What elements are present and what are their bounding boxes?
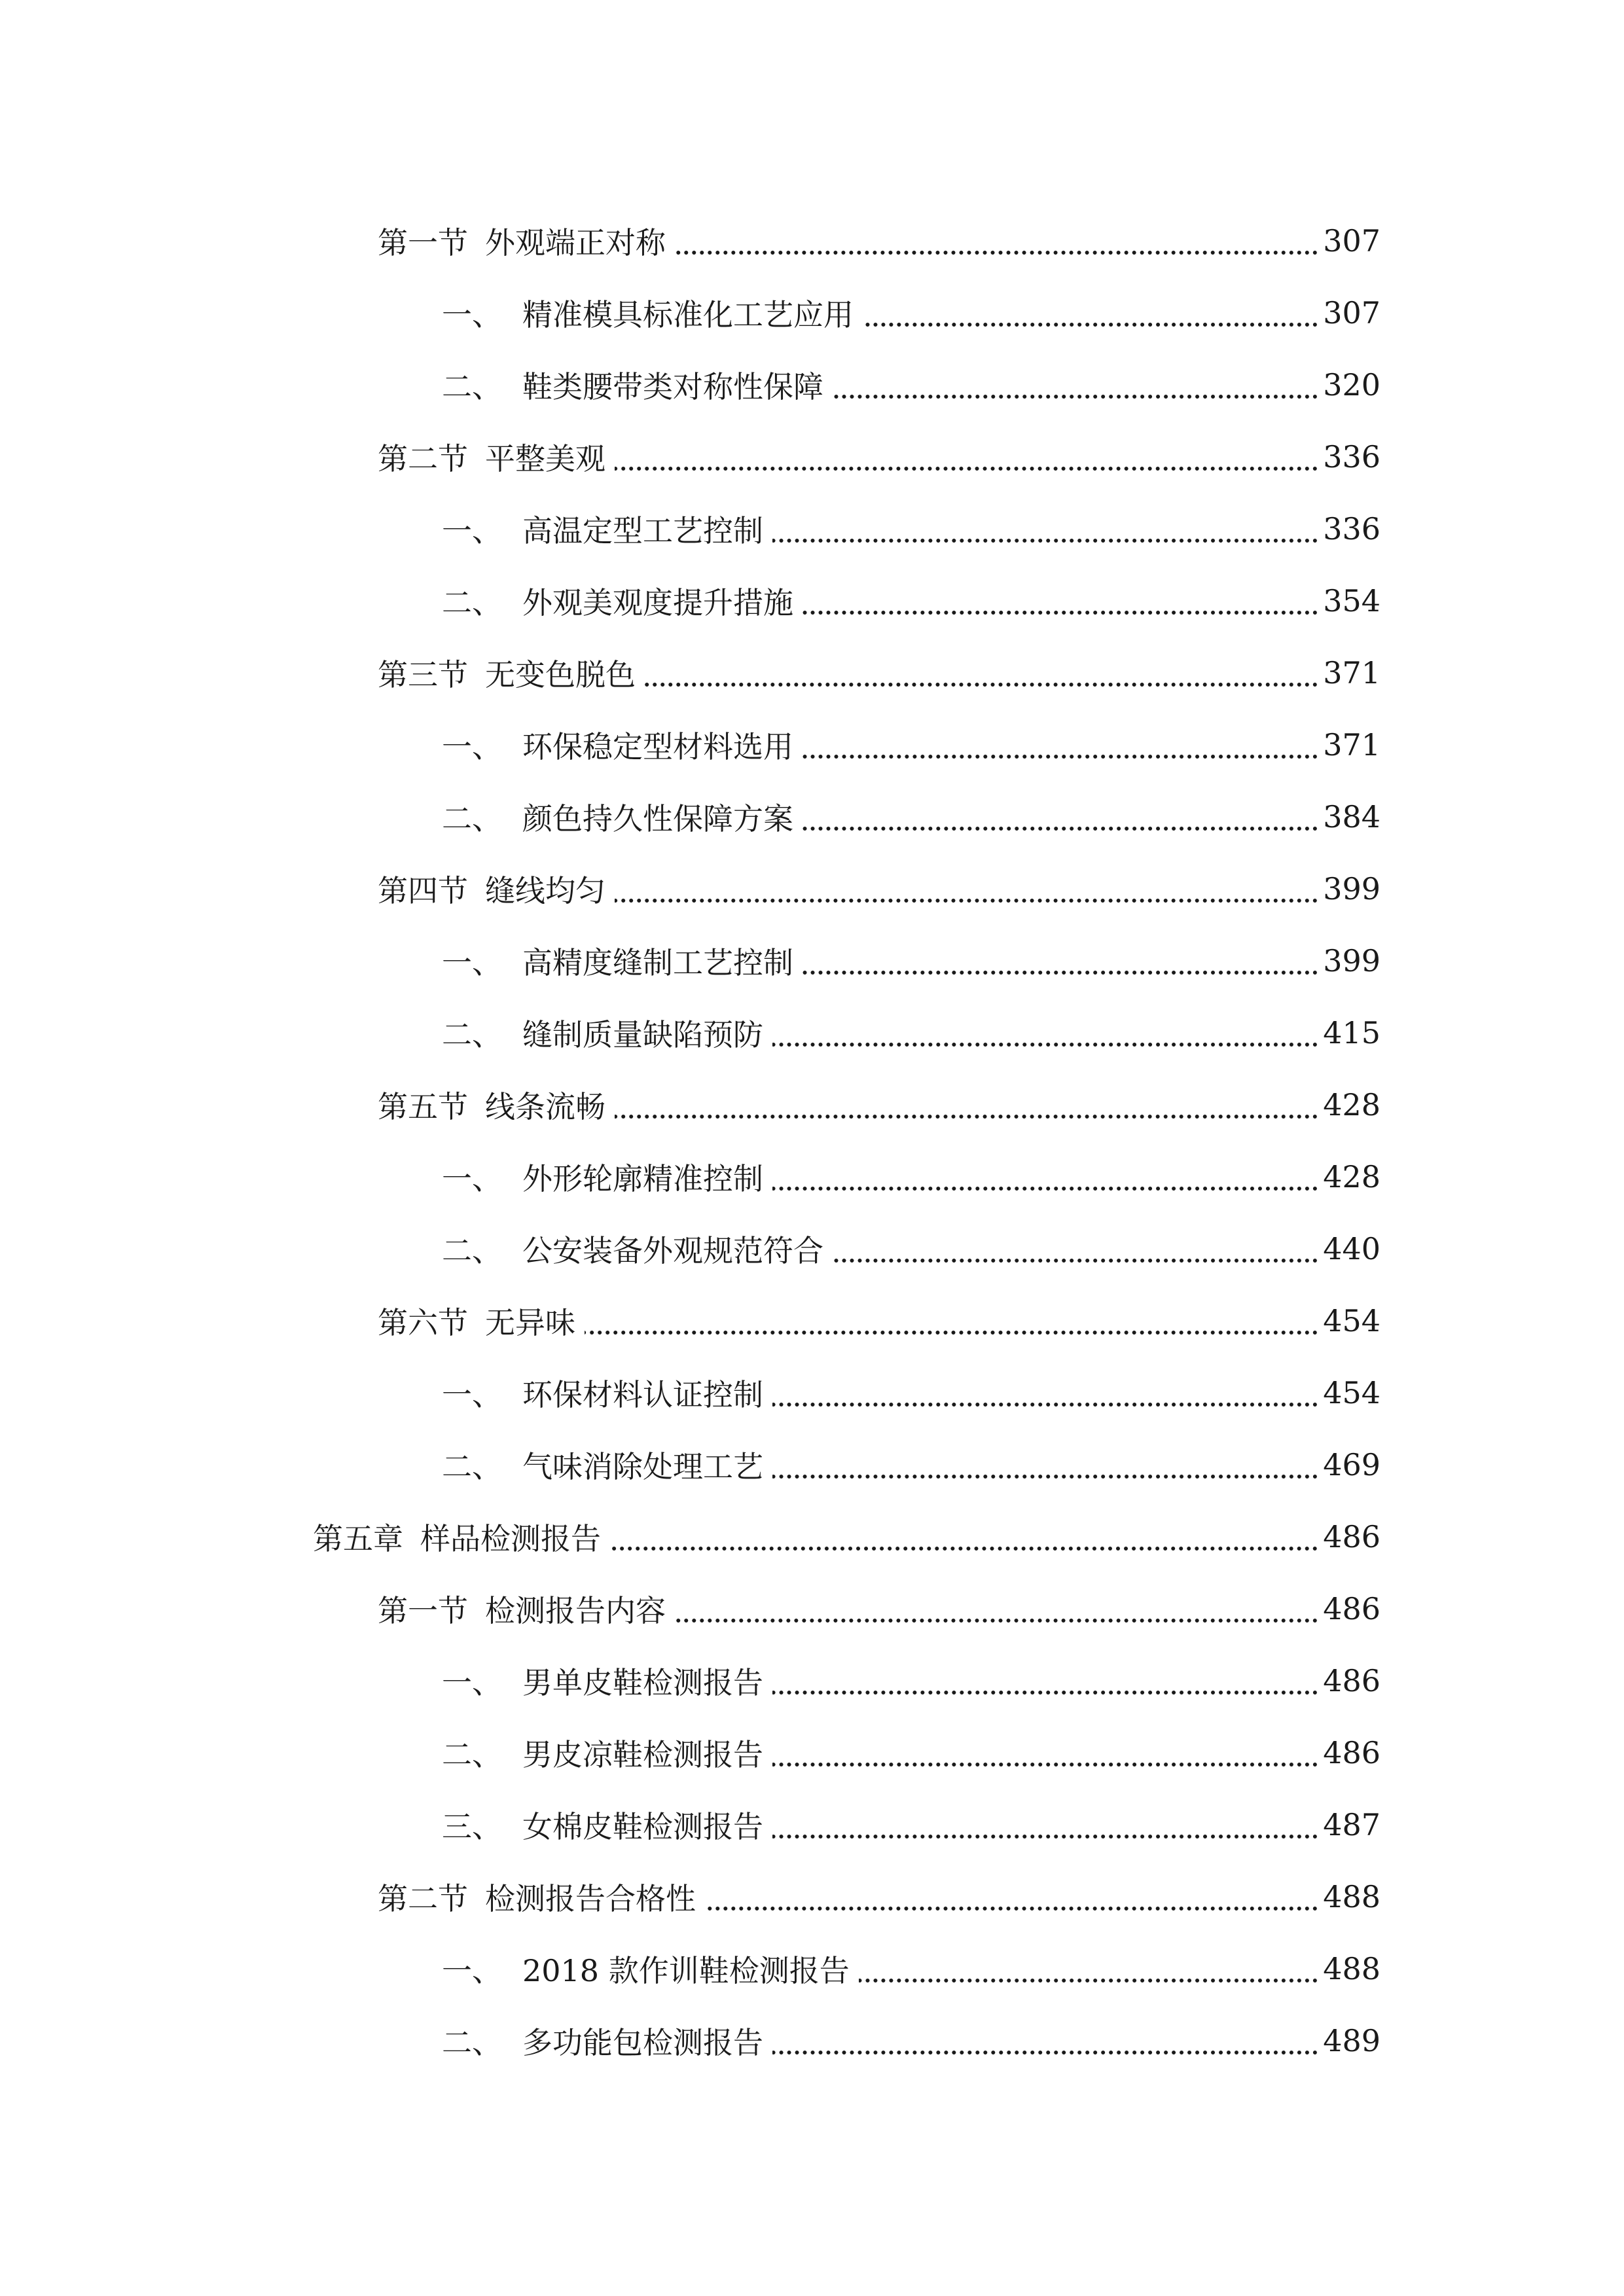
toc-entry-page-number: 336 xyxy=(1322,511,1380,547)
toc-entry-page-number: 371 xyxy=(1322,727,1380,762)
toc-entry-title: 2018 款作训鞋检测报告 xyxy=(522,1953,850,1988)
toc-entry-number: 一、 xyxy=(442,945,502,980)
toc-entry-label xyxy=(442,1803,772,1846)
toc-entry-title: 检测报告合格性 xyxy=(485,1881,696,1916)
toc-entry-title: 气味消除处理工艺 xyxy=(522,1449,763,1484)
toc-entry-label xyxy=(442,1947,859,1990)
toc-entry-label xyxy=(442,939,803,982)
toc-entry-title: 外观端正对称 xyxy=(485,225,666,260)
toc-entry-label xyxy=(442,1371,772,1414)
toc-entry-number: 二、 xyxy=(442,2025,502,2060)
toc-entry-section[interactable] xyxy=(0,1069,1624,1141)
toc-entry-label xyxy=(442,1659,772,1702)
toc-entry-page-number: 489 xyxy=(1322,2023,1380,2058)
toc-entry-number: 第五节 xyxy=(378,1089,468,1124)
toc-entry-label xyxy=(442,1011,772,1054)
toc-entry-item[interactable] xyxy=(0,277,1624,349)
toc-entry-item[interactable] xyxy=(0,565,1624,637)
toc-entry-item[interactable] xyxy=(0,493,1624,565)
toc-entry-label xyxy=(442,1227,833,1270)
toc-entry-title: 平整美观 xyxy=(485,441,605,476)
toc-entry-page-number: 488 xyxy=(1322,1951,1380,1986)
toc-entry-title: 公安装备外观规范符合 xyxy=(522,1233,823,1268)
toc-entry-number: 第五章 xyxy=(313,1521,403,1556)
toc-entry-title: 缝制质量缺陷预防 xyxy=(522,1017,763,1052)
toc-entry-page-number: 486 xyxy=(1322,1591,1380,1626)
toc-entry-label xyxy=(442,507,772,550)
toc-entry-number: 第二节 xyxy=(378,441,468,476)
toc-entry-item[interactable] xyxy=(0,1213,1624,1285)
toc-entry-number: 一、 xyxy=(442,513,502,548)
toc-entry-number: 二、 xyxy=(442,369,502,404)
toc-entry-page-number: 399 xyxy=(1322,943,1380,978)
toc-entry-label xyxy=(313,1515,610,1558)
toc-entry-number: 二、 xyxy=(442,585,502,620)
toc-entry-section[interactable] xyxy=(0,421,1624,493)
toc-entry-section[interactable] xyxy=(0,637,1624,709)
toc-entry-label xyxy=(378,651,645,694)
toc-entry-item[interactable] xyxy=(0,925,1624,997)
toc-entry-page-number: 415 xyxy=(1322,1015,1380,1050)
toc-entry-title: 男单皮鞋检测报告 xyxy=(522,1665,763,1700)
toc-entry-title: 高精度缝制工艺控制 xyxy=(522,945,793,980)
toc-entry-label xyxy=(378,1587,675,1630)
toc-entry-label xyxy=(442,1731,772,1774)
toc-entry-label xyxy=(442,363,833,406)
toc-entry-item[interactable] xyxy=(0,1141,1624,1213)
toc-entry-number: 第二节 xyxy=(378,1881,468,1916)
toc-entry-section[interactable] xyxy=(0,853,1624,925)
toc-entry-number: 第一节 xyxy=(378,1593,468,1628)
toc-entry-section[interactable] xyxy=(0,205,1624,277)
toc-entry-number: 一、 xyxy=(442,729,502,764)
toc-entry-label xyxy=(442,723,803,766)
toc-entry-item[interactable] xyxy=(0,2005,1624,2077)
toc-entry-item[interactable] xyxy=(0,1357,1624,1429)
toc-entry-title: 男皮凉鞋检测报告 xyxy=(522,1737,763,1772)
toc-entry-item[interactable] xyxy=(0,997,1624,1069)
toc-entry-label xyxy=(442,2019,772,2062)
toc-entry-label xyxy=(442,291,863,334)
toc-entry-number: 二、 xyxy=(442,1449,502,1484)
toc-entry-title: 颜色持久性保障方案 xyxy=(522,801,793,836)
toc-entry-title: 无异味 xyxy=(485,1305,575,1340)
toc-entry-label xyxy=(442,1155,772,1198)
toc-entry-page-number: 307 xyxy=(1322,223,1380,259)
toc-entry-title: 样品检测报告 xyxy=(420,1521,601,1556)
toc-entry-section[interactable] xyxy=(0,1285,1624,1357)
toc-entry-page-number: 486 xyxy=(1322,1735,1380,1770)
toc-entry-title: 环保稳定型材料选用 xyxy=(522,729,793,764)
toc-entry-title: 精准模具标准化工艺应用 xyxy=(522,297,854,332)
toc-entry-page-number: 428 xyxy=(1322,1159,1380,1194)
toc-entry-number: 第四节 xyxy=(378,873,468,908)
toc-entry-number: 第三节 xyxy=(378,657,468,692)
toc-entry-item[interactable] xyxy=(0,1717,1624,1789)
toc-entry-label xyxy=(442,795,803,838)
toc-entry-number: 一、 xyxy=(442,297,502,332)
toc-entry-item[interactable] xyxy=(0,1789,1624,1861)
toc-entry-title: 无变色脱色 xyxy=(485,657,636,692)
toc-entry-title: 外形轮廓精准控制 xyxy=(522,1161,763,1196)
toc-entry-number: 一、 xyxy=(442,1665,502,1700)
toc-entry-page-number: 320 xyxy=(1322,367,1380,403)
toc-entry-page-number: 428 xyxy=(1322,1087,1380,1122)
toc-entry-item[interactable] xyxy=(0,1645,1624,1717)
toc-entry-label xyxy=(378,867,615,910)
toc-entry-label xyxy=(378,435,615,478)
toc-entry-number: 三、 xyxy=(442,1809,502,1844)
toc-entry-number: 一、 xyxy=(442,1953,502,1988)
toc-entry-page-number: 354 xyxy=(1322,583,1380,619)
toc-entry-section[interactable] xyxy=(0,1861,1624,1933)
toc-entry-label xyxy=(442,1443,772,1486)
toc-entry-label xyxy=(442,579,803,622)
toc-entry-number: 一、 xyxy=(442,1377,502,1412)
toc-entry-page-number: 336 xyxy=(1322,439,1380,475)
toc-entry-chapter[interactable] xyxy=(0,1501,1624,1573)
toc-entry-label xyxy=(378,1083,615,1126)
toc-entry-page-number: 371 xyxy=(1322,655,1380,691)
toc-entry-page-number: 384 xyxy=(1322,799,1380,834)
toc-entry-title: 线条流畅 xyxy=(485,1089,605,1124)
toc-entry-title: 鞋类腰带类对称性保障 xyxy=(522,369,823,404)
toc-entry-page-number: 487 xyxy=(1322,1807,1380,1842)
toc-entry-item[interactable] xyxy=(0,781,1624,853)
toc-entry-page-number: 399 xyxy=(1322,871,1380,906)
toc-entry-page-number: 488 xyxy=(1322,1879,1380,1914)
toc-entry-page-number: 454 xyxy=(1322,1375,1380,1410)
toc-entry-number: 二、 xyxy=(442,1233,502,1268)
toc-entry-page-number: 440 xyxy=(1322,1231,1380,1266)
toc-entry-title: 检测报告内容 xyxy=(485,1593,666,1628)
toc-entry-page-number: 486 xyxy=(1322,1663,1380,1698)
toc-entry-item[interactable] xyxy=(0,349,1624,421)
toc-entry-label xyxy=(378,219,675,262)
toc-entry-item[interactable] xyxy=(0,1429,1624,1501)
toc-entry-section[interactable] xyxy=(0,1573,1624,1645)
toc-entry-item[interactable] xyxy=(0,709,1624,781)
toc-entry-page-number: 469 xyxy=(1322,1447,1380,1482)
toc-entry-label xyxy=(378,1875,705,1918)
toc-entry-number: 第一节 xyxy=(378,225,468,260)
toc-entry-number: 第六节 xyxy=(378,1305,468,1340)
toc-entry-number: 一、 xyxy=(442,1161,502,1196)
toc-entry-page-number: 486 xyxy=(1322,1519,1380,1554)
toc-entry-label xyxy=(378,1299,585,1342)
toc-entry-title: 女棉皮鞋检测报告 xyxy=(522,1809,763,1844)
toc-entry-title: 缝线均匀 xyxy=(485,873,605,908)
toc-entry-title: 环保材料认证控制 xyxy=(522,1377,763,1412)
toc-entry-title: 高温定型工艺控制 xyxy=(522,513,763,548)
toc-entry-number: 二、 xyxy=(442,801,502,836)
toc-entry-page-number: 307 xyxy=(1322,295,1380,331)
table-of-contents xyxy=(0,205,1624,2077)
toc-entry-number: 二、 xyxy=(442,1737,502,1772)
toc-entry-page-number: 454 xyxy=(1322,1303,1380,1338)
toc-entry-title: 外观美观度提升措施 xyxy=(522,585,793,620)
toc-entry-number: 二、 xyxy=(442,1017,502,1052)
toc-entry-item[interactable] xyxy=(0,1933,1624,2005)
toc-entry-title: 多功能包检测报告 xyxy=(522,2025,763,2060)
